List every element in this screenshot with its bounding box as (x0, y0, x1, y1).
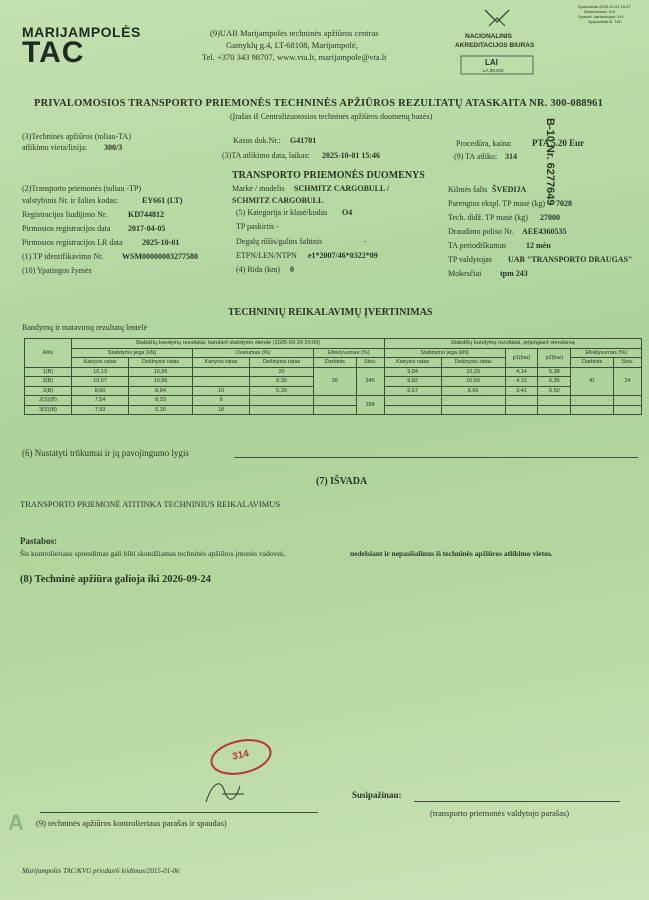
footer-form-code: Marijampolės TAC/KVG priedas/6 leidimas/2015-01-06 (22, 867, 180, 875)
ovality-left-cell: 9 (192, 396, 249, 406)
force-left-cell: 8,60 (72, 386, 129, 396)
inspector-value: 314 (505, 152, 517, 161)
ovality-left-header: Kairysis ratas (192, 358, 249, 368)
table-subheader-row (25, 348, 642, 358)
type-approval-label: ETPN/LEN/NTPN (236, 251, 297, 260)
topright-line-4: Spausdinta iš: TAC (588, 19, 622, 24)
axis-cell: 3(B) (25, 386, 72, 396)
efficiency2-subheader: Efektyvumas (%) (571, 348, 642, 358)
force-left-cell: 10,13 (72, 367, 129, 377)
accreditation-name-1: NACIONALINIS (465, 33, 512, 40)
accreditation-logo (455, 6, 539, 78)
ovality-right-cell: 9,30 (250, 377, 314, 387)
axis-cell: 1(B) (25, 367, 72, 377)
force-right-cell: 8,33 (129, 396, 193, 406)
axis-cell: 2(B) (25, 377, 72, 387)
left-wheel-header: Kairysis ratas (72, 358, 129, 368)
p1-header: p1(bar) (505, 348, 538, 367)
logo-line-1: MARIJAMPOLĖS (22, 24, 141, 40)
plate-label: valstybinis Nr. ir šalies kodas: (22, 196, 119, 205)
force2-right-cell (441, 396, 505, 406)
ovality-subheader: Ovalumas (%) (192, 348, 313, 358)
taxes-value: tpm 243 (500, 269, 528, 278)
conclusion-text: TRANSPORTO PRIEMONĖ ATITINKA TECHNINIUS REIKALAVIMUS (20, 499, 281, 509)
cash-doc-label: Kasos dok.Nr.: (233, 136, 281, 145)
category-value: O4 (342, 208, 353, 217)
faults-line (234, 457, 638, 458)
force-left-cell: 7,54 (72, 396, 129, 406)
empty-cell (313, 396, 356, 406)
force2-right-cell (441, 405, 505, 415)
table-row (25, 367, 642, 377)
force-subheader: Stabdymo jėga (kN) (72, 348, 193, 358)
validity-date: (8) Techninė apžiūra galioja iki 2026-09-24 (20, 574, 212, 585)
force2-left-cell: 9,57 (384, 386, 441, 396)
insurance-value: AEE4360535 (522, 227, 567, 236)
efficiency2-work-header: Darbinis (571, 358, 614, 368)
ovality-left-cell (192, 367, 249, 377)
p1-cell: 4,14 (505, 367, 538, 377)
first-lt-registration-value: 2025-10-01 (142, 238, 180, 247)
force-right-cell: 6,30 (129, 405, 193, 415)
force2-right-cell: 10,25 (441, 367, 505, 377)
accreditation-number: LA.08.003 (483, 68, 504, 73)
inspector-signature-caption: (9) techninės apžiūros kontrolieriaus parašas ir spaudas) (36, 818, 227, 828)
force2-right-cell: 10,65 (441, 377, 505, 387)
report-subtitle: (Įrašas iš Centralizuotosios techninės apžiūros duomenų bazės) (230, 112, 433, 121)
make-model-value-2: SCHMITZ CARGOBULL (232, 196, 324, 205)
inspector-signature-icon (200, 770, 260, 810)
accreditation-badge: LAI (485, 58, 498, 67)
efficiency-park-cell: 345 (356, 367, 384, 396)
periodicity-label: TA periodiškumas (448, 241, 507, 250)
first-lt-registration-label: Pirmosios registracijos LR data (22, 238, 123, 247)
force-right-cell: 10,96 (129, 377, 193, 387)
ovality-left-cell: 10 (192, 386, 249, 396)
p2-cell: 5,38 (538, 367, 571, 377)
efficiency-work-cell: 26 (313, 367, 356, 396)
brake-test-table (24, 338, 642, 415)
mileage-label: (4) Rida (km) (236, 265, 280, 274)
origin-country-label: Kilmės šalis (448, 185, 488, 194)
efficiency-park2-cell: 354 (356, 396, 384, 415)
efficiency2-work-cell: 41 (571, 367, 614, 396)
owner-signature-line (414, 801, 620, 802)
ta-location-label-1: (3)Techninės apžiūros (toliau-TA) (22, 132, 131, 141)
ovality-left-cell: 18 (192, 405, 249, 415)
efficiency-work-header: Darbinis (313, 358, 356, 368)
empty-cell (313, 405, 356, 415)
axis-header: Ašis (25, 339, 72, 368)
type-approval-value: e1*2007/46*0322*09 (308, 251, 378, 260)
p2-cell: 6,50 (538, 386, 571, 396)
efficiency2-park-header: Stov. (614, 358, 642, 368)
efficiency2-park-cell: 24 (614, 367, 642, 396)
faults-label: (6) Nustatyti trūkumai ir jų pavojingumo lygis (22, 448, 189, 458)
force2-left-cell: 9,84 (384, 367, 441, 377)
max-mass-label: Tech. didž. TP masė (kg) (448, 213, 528, 222)
trailer-group-header: Stabdžių bandymų rezultatai, prijungiant stendarną (384, 339, 641, 349)
owner-signature-caption: (transporto priemonės valdytojo parašas) (430, 808, 570, 818)
report-title: PRIVALOMOSIOS TRANSPORTO PRIEMONĖS TECHNINĖS APŽIŪROS REZULTATŲ ATASKAITA NR. 300-088961 (34, 98, 604, 109)
p1-cell: 4,12 (505, 377, 538, 387)
table-header-row (25, 339, 642, 349)
ovality-right-cell (250, 405, 314, 415)
notes-text-a: Šis kontrolieriaus sprendimas gali būti skundžiamas techninės apžiūros įmonės vadovui, (20, 549, 285, 558)
vin-label: (1) TP identifikavimo Nr. (22, 252, 104, 261)
empty-cell (571, 396, 614, 406)
empty-cell (614, 405, 642, 415)
force-left-cell: 7,93 (72, 405, 129, 415)
procedure-value: PTA 5.20 Eur (532, 138, 585, 148)
left-wheel2-header: Kairysis ratas (384, 358, 441, 368)
ta-location-label-2: atlikimo vieta/linija: (22, 143, 88, 152)
fuel-value: - (364, 237, 367, 246)
right-wheel-header: Dešinysis ratas (129, 358, 193, 368)
first-registration-value: 2017-04-05 (128, 224, 166, 233)
force-right-cell: 10,95 (129, 367, 193, 377)
origin-country-value: ŠVEDIJA (492, 185, 527, 194)
periodicity-value: 12 mėn (526, 241, 551, 250)
table-row (25, 405, 642, 415)
fuel-label: Degalų rūšis/galios šaltinis (236, 237, 323, 246)
center-header-line-2: Gamyklų g.4, LT-68108, Marijampolė, (226, 40, 358, 50)
p1-cell: 3,41 (505, 386, 538, 396)
form-serial-number: B-10 Nr. 6277649 (544, 118, 556, 206)
inspector-signature-line (40, 812, 318, 813)
ovality-right-cell (250, 396, 314, 406)
test-table-caption: Bandymų ir matavimų rezultatų lentelė (22, 323, 148, 332)
ovality-right-cell: 20 (250, 367, 314, 377)
registration-cert-label: Registracijos liudijimo Nr. (22, 210, 108, 219)
p1-cell (505, 405, 538, 415)
p2-cell: 6,36 (538, 377, 571, 387)
ovality-right-header: Dešinysis ratas (250, 358, 314, 368)
notes-title: Pastabos: (20, 536, 58, 546)
first-registration-label: Pirmosios registracijos data (22, 224, 111, 233)
right-wheel2-header: Dešinysis ratas (441, 358, 505, 368)
owner-value: UAB "TRANSPORTO DRAUGAS" (508, 255, 633, 264)
watermark-initial: A (8, 810, 24, 835)
force2-subheader: Stabdymo jėga (kN) (384, 348, 505, 358)
ovality-right-cell: 5,30 (250, 386, 314, 396)
efficiency-subheader: Efektyvumas (%) (313, 348, 384, 358)
ta-date-label: (3)TA atlikimo data, laikas: (222, 151, 310, 160)
special-marks-label: (10) Ypatingos žymės (22, 266, 92, 275)
empty-cell (571, 405, 614, 415)
center-header-line-1: (9)UAB Marijampolės techninės apžiūros centras (210, 28, 379, 38)
vehicle-section-title: TRANSPORTO PRIEMONĖS DUOMENYS (232, 170, 425, 181)
axis-cell: 2(S)(B) (25, 396, 72, 406)
make-model-value: SCHMITZ CARGOBULL / (294, 184, 390, 193)
force2-right-cell: 8,66 (441, 386, 505, 396)
force2-left-cell (384, 405, 441, 415)
center-header-line-3: Tel. +370 343 98707, www.vta.lt, marijampole@vta.lt (202, 52, 387, 62)
official-stamp: 314 (207, 734, 275, 780)
curb-mass-value: 7028 (556, 199, 572, 208)
p2-cell (538, 396, 571, 406)
mileage-value: 0 (290, 265, 294, 274)
procedure-label: Procedūra, kaina: (456, 139, 512, 148)
p1-cell (505, 396, 538, 406)
table-row (25, 396, 642, 406)
logo-line-2: TAC (22, 36, 85, 69)
vehicle-left-line-1: (2)Transporto priemonės (toliau -TP) (22, 184, 142, 193)
accreditation-name-2: AKREDITACIJOS BIURAS (455, 42, 535, 49)
notes-text-b: nedelsiant ir nepasišalinus iš techninės apžiūros atlikimo vietos. (350, 549, 553, 558)
force-left-cell: 10,67 (72, 377, 129, 387)
inspector-label: (9) TA atliko: (454, 152, 498, 161)
max-mass-value: 27000 (540, 213, 560, 222)
empty-cell (614, 396, 642, 406)
axis-cell: 3(S)(B) (25, 405, 72, 415)
technical-section-title: TECHNINIŲ REIKALAVIMŲ ĮVERTINIMAS (228, 307, 433, 318)
force-right-cell: 8,84 (129, 386, 193, 396)
topright-line-3: Spausd. darbuotojas: 314 (578, 14, 624, 19)
acknowledged-label: Susipažinau: (352, 790, 402, 800)
category-label: (5) Kategorija ir klasė/kodas (236, 208, 328, 217)
topright-line-2: Dokumentas: 314 (584, 9, 616, 14)
purpose-label: TP paskirtis - (236, 222, 279, 231)
ta-location-value: 300/3 (104, 143, 123, 152)
stand-group-header: Stabdžių bandymų rezultatai, bandant stabdymo stende (2025-09-29 20:00) (72, 339, 385, 349)
taxes-label: Mokesčiai (448, 269, 482, 278)
conclusion-title: (7) IŠVADA (316, 476, 368, 487)
topright-line-1: Spausdinta 2025-10-01 15:47 (578, 4, 631, 9)
plate-value: EY661 (LT) (142, 196, 183, 205)
owner-label: TP valdytojas (448, 255, 492, 264)
force2-left-cell: 9,82 (384, 377, 441, 387)
curb-mass-label: Parengtos ekspl. TP masė (kg) (448, 199, 546, 208)
registration-cert-value: KD744812 (128, 210, 164, 219)
efficiency-park-header: Stov. (356, 358, 384, 368)
cash-doc-value: G41701 (290, 136, 317, 145)
ovality-left-cell (192, 377, 249, 387)
ta-date-value: 2025-10-01 15:46 (322, 151, 380, 160)
make-model-label: Markė / modelis (232, 184, 285, 193)
insurance-label: Draudimo poliso Nr. (448, 227, 514, 236)
p2-header: p2(bar) (538, 348, 571, 367)
force2-left-cell (384, 396, 441, 406)
vin-value: WSM00000003277580 (122, 252, 198, 261)
p2-cell (538, 405, 571, 415)
